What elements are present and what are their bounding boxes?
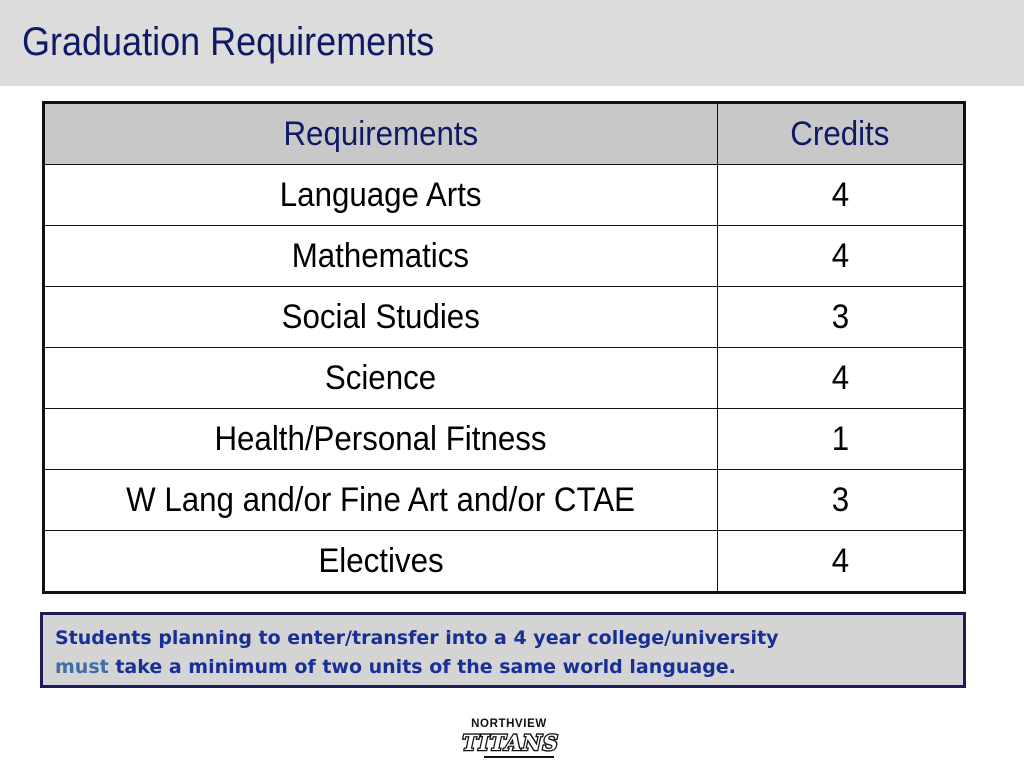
note-emphasis: must: [55, 656, 109, 678]
requirement-cell: [44, 226, 718, 287]
credits-value: 3: [831, 480, 850, 519]
requirement-label: Science: [325, 358, 437, 397]
table-row: [44, 165, 965, 226]
requirement-cell: [44, 470, 718, 531]
credits-cell: [717, 531, 964, 593]
header-requirements-label: Requirements: [283, 114, 479, 153]
requirement-label: W Lang and/or Fine Art and/or CTAE: [126, 480, 636, 519]
header-requirements: [44, 103, 718, 165]
table-row: [44, 348, 965, 409]
requirement-label: Mathematics: [292, 236, 470, 275]
header-credits: [717, 103, 964, 165]
requirements-table: [42, 101, 966, 594]
note-text-before: Students planning to enter/transfer into a 4 year college/university: [55, 627, 779, 649]
requirement-label: Social Studies: [281, 297, 480, 336]
credits-value: 4: [831, 175, 850, 214]
table-row: [44, 226, 965, 287]
credits-value: 1: [831, 419, 850, 458]
requirement-cell: [44, 165, 718, 226]
table-row: [44, 531, 965, 593]
table-header-row: [44, 103, 965, 165]
credits-cell: [717, 348, 964, 409]
note-text-after: take a minimum of two units of the same world language.: [115, 656, 736, 678]
table-row: [44, 470, 965, 531]
logo-line1: NORTHVIEW: [471, 718, 547, 730]
credits-cell: [717, 165, 964, 226]
world-language-note: [40, 612, 966, 688]
note-text: [55, 624, 955, 682]
credits-cell: [717, 409, 964, 470]
title-bar: [0, 0, 1024, 86]
credits-cell: [717, 287, 964, 348]
requirement-label: Electives: [318, 541, 444, 580]
credits-value: 4: [831, 541, 850, 580]
requirement-cell: [44, 348, 718, 409]
credits-cell: [717, 226, 964, 287]
requirement-label: Health/Personal Fitness: [214, 419, 547, 458]
requirement-cell: [44, 531, 718, 593]
northview-titans-logo: [444, 712, 574, 764]
table-row: [44, 409, 965, 470]
requirement-cell: [44, 287, 718, 348]
header-credits-label: Credits: [790, 114, 890, 153]
table-row: [44, 287, 965, 348]
requirement-label: Language Arts: [279, 175, 482, 214]
credits-cell: [717, 470, 964, 531]
credits-value: 3: [831, 297, 850, 336]
credits-value: 4: [831, 358, 850, 397]
logo-line2: TITANS: [459, 731, 562, 756]
requirement-cell: [44, 409, 718, 470]
slide-title: Graduation Requirements: [22, 20, 435, 64]
credits-value: 4: [831, 236, 850, 275]
